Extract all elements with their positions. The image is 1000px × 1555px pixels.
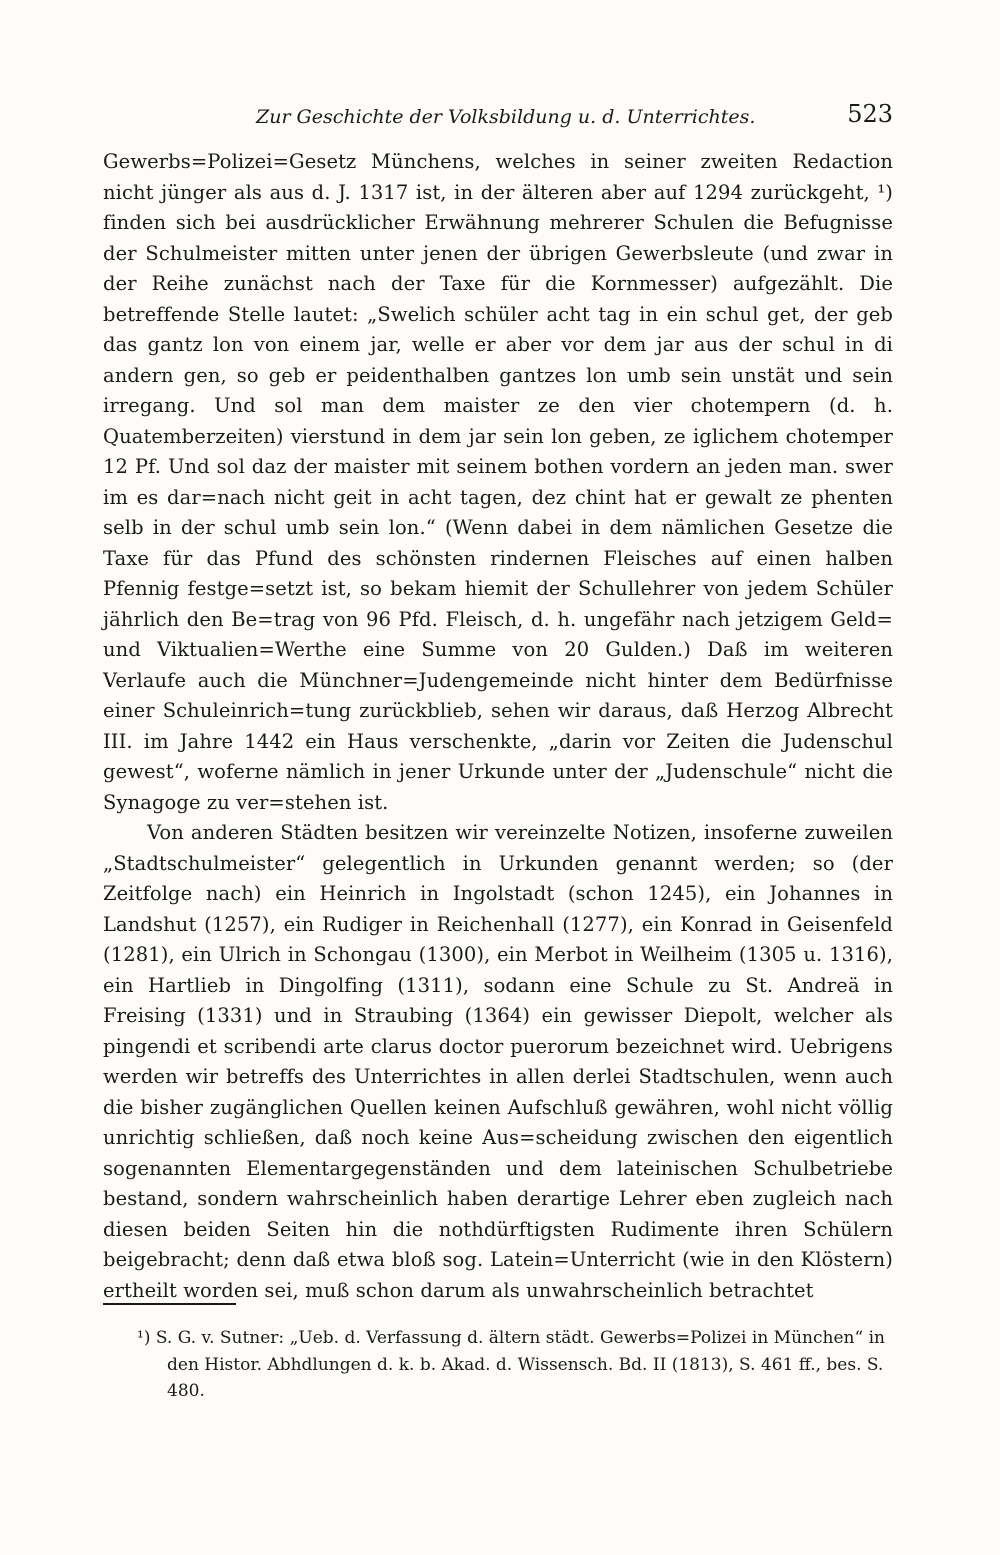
footnote-divider [103,1303,236,1305]
paragraph-city-schools: Von anderen Städten besitzen wir vereinzelte Notizen, insoferne zuweilen „Stadtschulmeister“ gelegentlich in Urkunden genannt werden; so (der Zeitfolge nach) ein Heinrich in Ingolstadt (schon 1245), ein Johannes in Landshut (1257), ein Rudiger in Reichenhall (1277), ein Konrad in Geisenfeld (1281), ein Ulrich in Schongau (1300), ein Merbot in Weilheim (1305 u. 1316), ein Hartlieb in Dingolfing (1311), sodann eine Schule zu St. Andreä in Freising (1331) und in Straubing (1364) ein gewisser Diepolt, welcher als pingendi et scribendi arte clarus doctor puerorum bezeichnet wird. Uebrigens werden wir betreffs des Unterrichtes in allen derlei Stadtschulen, wenn auch die bisher zugänglichen Quellen keinen Aufschluß gewähren, wohl nicht völlig unrichtig schließen, daß noch keine Aus=scheidung zwischen den eigentlich sogenannten Elementargegenständen und dem lateinischen Schulbetriebe bestand, sondern wahrscheinlich haben derartige Lehrer eben zugleich nach diesen beiden Seiten hin die nothdürftigsten Rudimente ihren Schülern beigebracht; denn daß etwa bloß sog. Latein=Unterricht (wie in den Klöstern) ertheilt worden sei, muß schon darum als unwahrscheinlich betrachtet [103,821,893,1302]
paragraph-continued: Gewerbs=Polizei=Gesetz Münchens, welches in seiner zweiten Redaction nicht jünger als aus d. J. 1317 ist, in der älteren aber auf 1294 zurückgeht, ¹) finden sich bei ausdrücklicher Erwähnung mehrerer Schulen die Befugnisse der Schulmeister mitten unter jenen der übrigen Gewerbsleute (und zwar in der Reihe zunächst nach der Taxe für die Kornmesser) aufgezählt. Die betreffende Stelle lautet: „Swelich schüler acht tag in ein schul get, der geb das gantz lon von einem jar, welle er aber vor dem jar aus der schul in di andern gen, so geb er peidenthalben gantzes lon umb sein unstät und sein irregang. Und sol man dem maister ze den vier chotempern (d. h. Quatemberzeiten) vierstund in dem jar sein lon geben, ze iglichem chotemper 12 Pf. Und sol daz der maister mit seinem bothen vordern an jeden man. swer im es dar=nach nicht geit in acht tagen, dez chint hat er gewalt ze phenten selb in der schul umb sein lon.“ (Wenn dabei in dem nämlichen Gesetze die Taxe für das Pfund des schönsten rindernen Fleisches auf einen halben Pfennig festge=setzt ist, so bekam hiemit der Schullehrer von jedem Schüler jährlich den Be=trag von 96 Pfd. Fleisch, d. h. ungefähr nach jetzigem Geld= und Viktualien=Werthe eine Summe von 20 Gulden.) Daß im weiteren Verlaufe auch die Münchner=Judengemeinde nicht hinter dem Bedürfnisse einer Schuleinrich=tung zurückblieb, sehen wir daraus, daß Herzog Albrecht III. im Jahre 1442 ein Haus verschenkte, „darin vor Zeiten die Judenschul gewest“, woferne nämlich in jener Urkunde unter der „Judenschule“ nicht die Synagoge zu ver=stehen ist. [103,150,893,814]
body-text [103,147,893,1306]
footnote [103,1325,893,1405]
footnote-text: ¹) S. G. v. Sutner: „Ueb. d. Verfassung d. ältern städt. Gewerbs=Polizei in München“ in den Histor. Abhdlungen d. k. b. Akad. d. Wissensch. Bd. II (1813), S. 461 ff., bes. S. 480. [137,1328,885,1401]
running-title: Zur Geschichte der Volksbildung u. d. Unterrichtes. [256,106,756,128]
page-header [103,100,893,130]
page-number: 523 [847,100,893,128]
